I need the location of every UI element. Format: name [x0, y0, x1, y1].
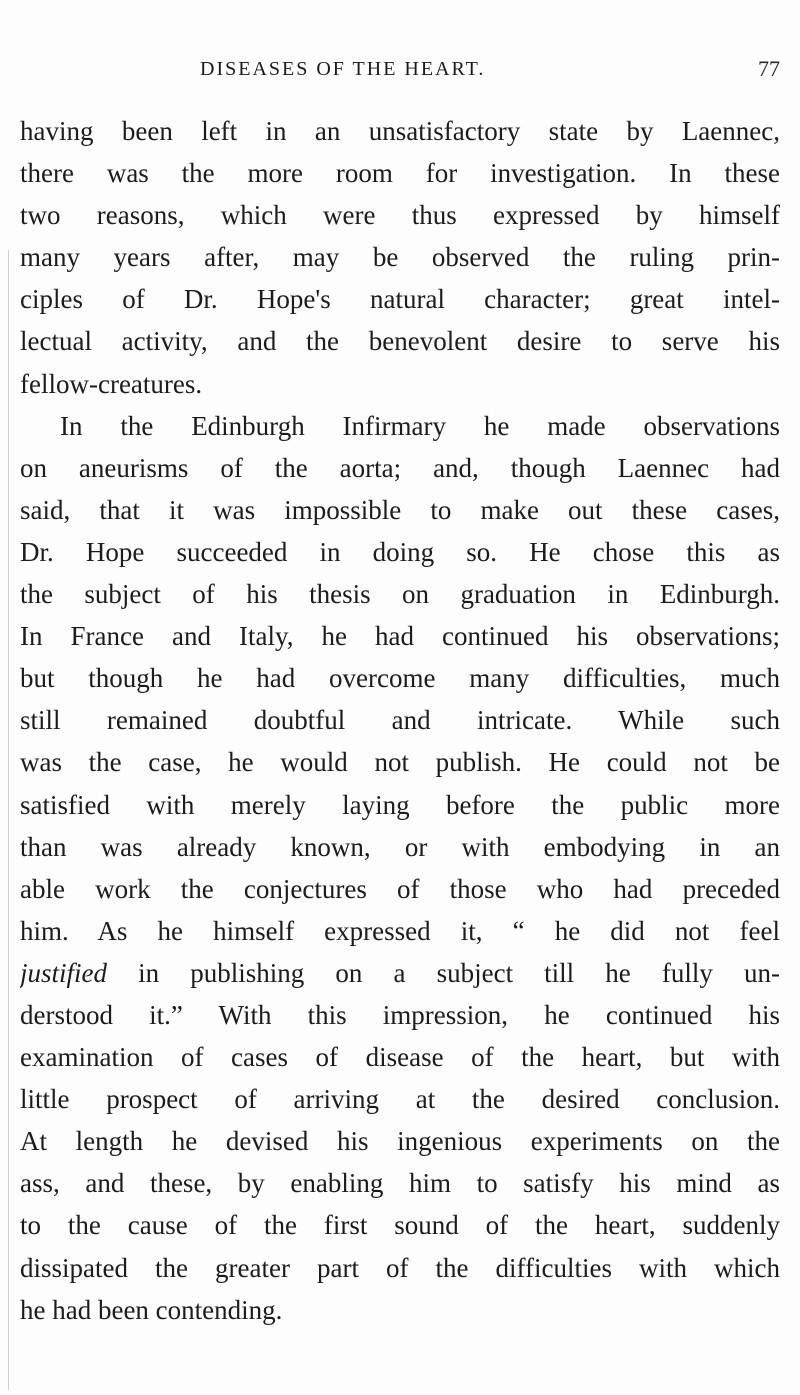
binding-shadow [8, 250, 9, 1390]
page-number: 77 [758, 56, 780, 81]
text-line-rest: in publishing on a subject till he fully un- [138, 957, 780, 988]
text-line: At length he devised his ingenious experiments on the [20, 1126, 780, 1157]
running-title: DISEASES OF THE HEART. [200, 58, 486, 80]
text-line: satisfied with merely laying before the public more [20, 789, 780, 820]
text-line: ass, and these, by enabling him to satisfy his mind as [20, 1168, 780, 1199]
text-line: to the cause of the first sound of the heart, suddenly [20, 1210, 780, 1241]
text-line: lectual activity, and the benevolent desire to serve his [20, 326, 780, 357]
text-line: the subject of his thesis on graduation in Edinburgh. [20, 579, 780, 610]
text-line: on aneurisms of the aorta; and, though Laennec had [20, 452, 780, 483]
text-line: two reasons, which were thus expressed by himself [20, 200, 780, 231]
text-line: was the case, he would not publish. He could not be [20, 747, 780, 778]
text-line: still remained doubtful and intricate. While such [20, 705, 780, 736]
text-line: examination of cases of disease of the heart, but with [20, 1042, 780, 1073]
italic-word: justified [20, 957, 107, 988]
text-line: him. As he himself expressed it, “ he did not feel [20, 915, 780, 946]
text-line: dissipated the greater part of the difficulties with which [20, 1252, 780, 1283]
text-line: said, that it was impossible to make out these cases, [20, 494, 780, 525]
running-header [0, 52, 800, 92]
text-line: ciples of Dr. Hope's natural character; great intel- [20, 284, 780, 315]
text-line: many years after, may be observed the ruling prin- [20, 242, 780, 273]
text-line: but though he had overcome many difficulties, much [20, 663, 780, 694]
text-line: little prospect of arriving at the desired conclusion. [20, 1084, 780, 1115]
text-line: In France and Italy, he had continued his observations; [20, 621, 780, 652]
text-line: able work the conjectures of those who had preceded [20, 873, 780, 904]
text-line: there was the more room for investigation. In these [20, 158, 780, 189]
body-text [20, 110, 780, 1331]
text-line: having been left in an unsatisfactory state by Laennec, [20, 116, 780, 146]
text-line: Dr. Hope succeeded in doing so. He chose this as [20, 536, 780, 567]
text-line-with-italic [20, 952, 780, 994]
text-line: In the Edinburgh Infirmary he made observations [60, 410, 780, 441]
text-line: he had been contending. [20, 1294, 283, 1325]
text-line: derstood it.” With this impression, he continued his [20, 999, 780, 1030]
text-line: fellow-creatures. [20, 368, 203, 399]
text-line: than was already known, or with embodying in an [20, 831, 780, 862]
